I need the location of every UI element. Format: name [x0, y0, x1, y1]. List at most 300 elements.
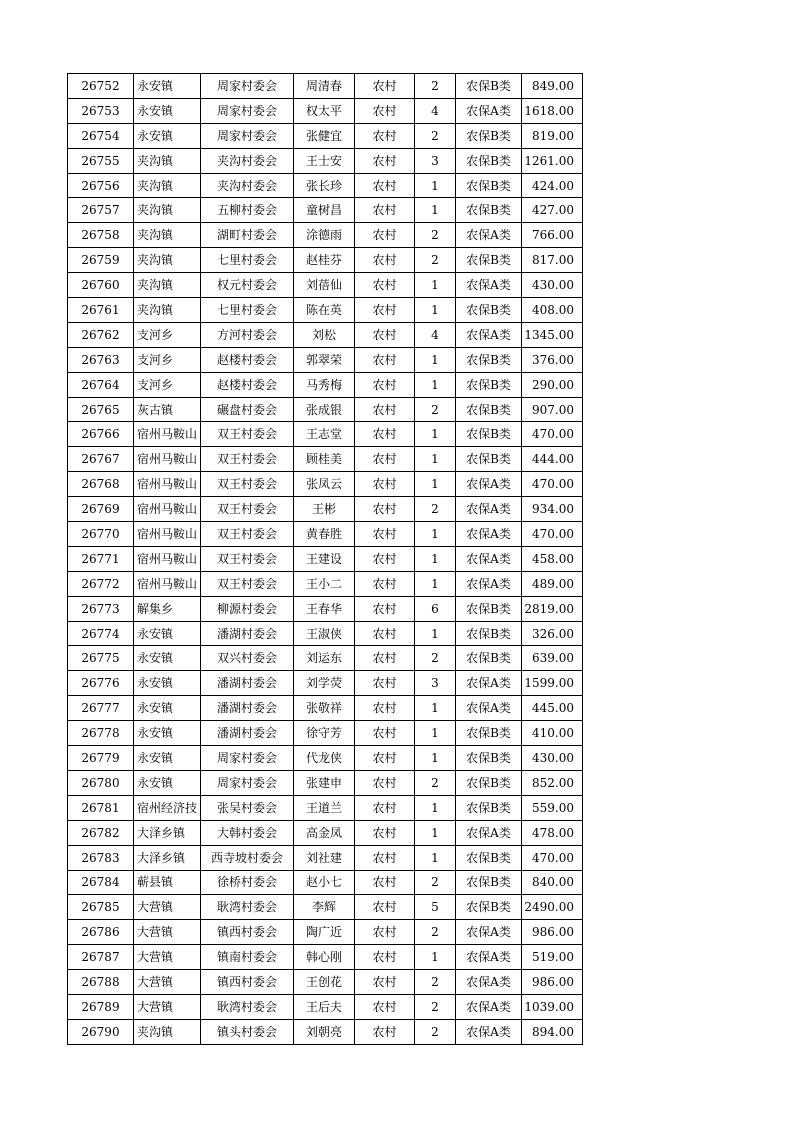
member-count-cell: 1 — [415, 372, 456, 397]
household-type-cell: 农村 — [355, 298, 415, 323]
village-committee-cell: 双王村委会 — [201, 546, 294, 571]
member-count-cell: 2 — [415, 397, 456, 422]
village-committee-cell: 周家村委会 — [201, 770, 294, 795]
person-name-cell: 王建设 — [294, 546, 355, 571]
record-id-cell: 26763 — [68, 347, 134, 372]
person-name-cell: 韩心刚 — [294, 945, 355, 970]
person-name-cell: 张建申 — [294, 770, 355, 795]
record-id-cell: 26759 — [68, 248, 134, 273]
member-count-cell: 2 — [415, 770, 456, 795]
record-id-cell: 26784 — [68, 870, 134, 895]
record-id-cell: 26779 — [68, 746, 134, 771]
table-row — [68, 248, 583, 273]
person-name-cell: 陈在英 — [294, 298, 355, 323]
town-cell: 解集乡 — [134, 596, 201, 621]
member-count-cell: 2 — [415, 870, 456, 895]
person-name-cell: 王春华 — [294, 596, 355, 621]
amount-cell: 2819.00 — [522, 596, 583, 621]
record-id-cell: 26762 — [68, 322, 134, 347]
record-id-cell: 26785 — [68, 895, 134, 920]
person-name-cell: 顾桂美 — [294, 447, 355, 472]
amount-cell: 819.00 — [522, 123, 583, 148]
town-cell: 支河乡 — [134, 372, 201, 397]
village-committee-cell: 双王村委会 — [201, 472, 294, 497]
insurance-category-cell: 农保B类 — [456, 621, 522, 646]
household-type-cell: 农村 — [355, 795, 415, 820]
member-count-cell: 1 — [415, 945, 456, 970]
village-committee-cell: 徐桥村委会 — [201, 870, 294, 895]
household-type-cell: 农村 — [355, 98, 415, 123]
person-name-cell: 刘蓓仙 — [294, 273, 355, 298]
table-row — [68, 148, 583, 173]
insurance-category-cell: 农保A类 — [456, 671, 522, 696]
record-id-cell: 26771 — [68, 546, 134, 571]
table-row — [68, 522, 583, 547]
household-type-cell: 农村 — [355, 273, 415, 298]
member-count-cell: 1 — [415, 198, 456, 223]
member-count-cell: 1 — [415, 173, 456, 198]
record-id-cell: 26756 — [68, 173, 134, 198]
town-cell: 夹沟镇 — [134, 1019, 201, 1044]
table-row — [68, 298, 583, 323]
record-id-cell: 26761 — [68, 298, 134, 323]
amount-cell: 840.00 — [522, 870, 583, 895]
person-name-cell: 张长珍 — [294, 173, 355, 198]
table-row — [68, 372, 583, 397]
amount-cell: 1261.00 — [522, 148, 583, 173]
table-row — [68, 322, 583, 347]
person-name-cell: 王小二 — [294, 571, 355, 596]
village-committee-cell: 方河村委会 — [201, 322, 294, 347]
village-committee-cell: 镇头村委会 — [201, 1019, 294, 1044]
town-cell: 大营镇 — [134, 895, 201, 920]
record-id-cell: 26753 — [68, 98, 134, 123]
record-id-cell: 26776 — [68, 671, 134, 696]
table-row — [68, 422, 583, 447]
record-id-cell: 26754 — [68, 123, 134, 148]
person-name-cell: 王创花 — [294, 970, 355, 995]
household-type-cell: 农村 — [355, 721, 415, 746]
household-type-cell: 农村 — [355, 596, 415, 621]
village-committee-cell: 双王村委会 — [201, 522, 294, 547]
table-row — [68, 74, 583, 99]
table-row — [68, 198, 583, 223]
village-committee-cell: 七里村委会 — [201, 248, 294, 273]
village-committee-cell: 双王村委会 — [201, 447, 294, 472]
village-committee-cell: 镇西村委会 — [201, 920, 294, 945]
insurance-category-cell: 农保A类 — [456, 571, 522, 596]
amount-cell: 852.00 — [522, 770, 583, 795]
amount-cell: 817.00 — [522, 248, 583, 273]
record-id-cell: 26775 — [68, 646, 134, 671]
village-committee-cell: 七里村委会 — [201, 298, 294, 323]
table-row — [68, 870, 583, 895]
data-table — [67, 73, 583, 1045]
member-count-cell: 2 — [415, 123, 456, 148]
table-row — [68, 447, 583, 472]
amount-cell: 470.00 — [522, 522, 583, 547]
town-cell: 夹沟镇 — [134, 148, 201, 173]
member-count-cell: 1 — [415, 820, 456, 845]
insurance-category-cell: 农保B类 — [456, 347, 522, 372]
household-type-cell: 农村 — [355, 173, 415, 198]
household-type-cell: 农村 — [355, 148, 415, 173]
person-name-cell: 王士安 — [294, 148, 355, 173]
town-cell: 大泽乡镇 — [134, 845, 201, 870]
town-cell: 夹沟镇 — [134, 173, 201, 198]
amount-cell: 430.00 — [522, 746, 583, 771]
person-name-cell: 张敬祥 — [294, 696, 355, 721]
town-cell: 永安镇 — [134, 646, 201, 671]
member-count-cell: 3 — [415, 148, 456, 173]
village-committee-cell: 潘湖村委会 — [201, 621, 294, 646]
town-cell: 夹沟镇 — [134, 198, 201, 223]
household-type-cell: 农村 — [355, 123, 415, 148]
town-cell: 支河乡 — [134, 347, 201, 372]
member-count-cell: 2 — [415, 223, 456, 248]
member-count-cell: 6 — [415, 596, 456, 621]
household-type-cell: 农村 — [355, 397, 415, 422]
amount-cell: 849.00 — [522, 74, 583, 99]
household-type-cell: 农村 — [355, 571, 415, 596]
table-row — [68, 696, 583, 721]
person-name-cell: 徐守芳 — [294, 721, 355, 746]
amount-cell: 445.00 — [522, 696, 583, 721]
amount-cell: 519.00 — [522, 945, 583, 970]
table-row — [68, 820, 583, 845]
person-name-cell: 童树昌 — [294, 198, 355, 223]
household-type-cell: 农村 — [355, 546, 415, 571]
insurance-category-cell: 农保A类 — [456, 497, 522, 522]
household-type-cell: 农村 — [355, 497, 415, 522]
insurance-category-cell: 农保B类 — [456, 746, 522, 771]
village-committee-cell: 赵楼村委会 — [201, 347, 294, 372]
household-type-cell: 农村 — [355, 372, 415, 397]
record-id-cell: 26777 — [68, 696, 134, 721]
person-name-cell: 刘朝亮 — [294, 1019, 355, 1044]
member-count-cell: 1 — [415, 795, 456, 820]
table-row — [68, 671, 583, 696]
town-cell: 宿州马鞍山 — [134, 546, 201, 571]
member-count-cell: 1 — [415, 522, 456, 547]
table-row — [68, 472, 583, 497]
household-type-cell: 农村 — [355, 845, 415, 870]
household-type-cell: 农村 — [355, 422, 415, 447]
record-id-cell: 26764 — [68, 372, 134, 397]
insurance-category-cell: 农保A类 — [456, 970, 522, 995]
town-cell: 永安镇 — [134, 74, 201, 99]
household-type-cell: 农村 — [355, 472, 415, 497]
amount-cell: 470.00 — [522, 422, 583, 447]
record-id-cell: 26788 — [68, 970, 134, 995]
town-cell: 夹沟镇 — [134, 273, 201, 298]
amount-cell: 766.00 — [522, 223, 583, 248]
town-cell: 夹沟镇 — [134, 223, 201, 248]
table-row — [68, 920, 583, 945]
town-cell: 宿州马鞍山 — [134, 472, 201, 497]
table-row — [68, 895, 583, 920]
insurance-category-cell: 农保B类 — [456, 795, 522, 820]
amount-cell: 894.00 — [522, 1019, 583, 1044]
person-name-cell: 王志堂 — [294, 422, 355, 447]
town-cell: 支河乡 — [134, 322, 201, 347]
town-cell: 大营镇 — [134, 920, 201, 945]
member-count-cell: 1 — [415, 721, 456, 746]
village-committee-cell: 双王村委会 — [201, 571, 294, 596]
insurance-category-cell: 农保A类 — [456, 546, 522, 571]
town-cell: 永安镇 — [134, 123, 201, 148]
record-id-cell: 26773 — [68, 596, 134, 621]
village-committee-cell: 赵楼村委会 — [201, 372, 294, 397]
record-id-cell: 26782 — [68, 820, 134, 845]
record-id-cell: 26781 — [68, 795, 134, 820]
insurance-category-cell: 农保B类 — [456, 895, 522, 920]
amount-cell: 986.00 — [522, 970, 583, 995]
person-name-cell: 张凤云 — [294, 472, 355, 497]
household-type-cell: 农村 — [355, 945, 415, 970]
member-count-cell: 2 — [415, 970, 456, 995]
household-type-cell: 农村 — [355, 347, 415, 372]
person-name-cell: 马秀梅 — [294, 372, 355, 397]
village-committee-cell: 西寺坡村委会 — [201, 845, 294, 870]
village-committee-cell: 周家村委会 — [201, 74, 294, 99]
person-name-cell: 王后夫 — [294, 994, 355, 1019]
record-id-cell: 26770 — [68, 522, 134, 547]
amount-cell: 1039.00 — [522, 994, 583, 1019]
table-row — [68, 770, 583, 795]
town-cell: 宿州马鞍山 — [134, 571, 201, 596]
household-type-cell: 农村 — [355, 820, 415, 845]
record-id-cell: 26789 — [68, 994, 134, 1019]
member-count-cell: 5 — [415, 895, 456, 920]
household-type-cell: 农村 — [355, 870, 415, 895]
member-count-cell: 2 — [415, 74, 456, 99]
insurance-category-cell: 农保A类 — [456, 223, 522, 248]
table-body — [68, 74, 583, 1045]
member-count-cell: 2 — [415, 497, 456, 522]
insurance-category-cell: 农保A类 — [456, 522, 522, 547]
member-count-cell: 1 — [415, 347, 456, 372]
record-id-cell: 26772 — [68, 571, 134, 596]
insurance-category-cell: 农保B类 — [456, 74, 522, 99]
town-cell: 永安镇 — [134, 721, 201, 746]
insurance-category-cell: 农保B类 — [456, 298, 522, 323]
table-row — [68, 746, 583, 771]
town-cell: 宿州马鞍山 — [134, 422, 201, 447]
table-row — [68, 845, 583, 870]
member-count-cell: 1 — [415, 696, 456, 721]
person-name-cell: 张成银 — [294, 397, 355, 422]
amount-cell: 376.00 — [522, 347, 583, 372]
table-row — [68, 273, 583, 298]
insurance-category-cell: 农保A类 — [456, 696, 522, 721]
person-name-cell: 赵桂芬 — [294, 248, 355, 273]
amount-cell: 444.00 — [522, 447, 583, 472]
record-id-cell: 26755 — [68, 148, 134, 173]
record-id-cell: 26790 — [68, 1019, 134, 1044]
record-id-cell: 26774 — [68, 621, 134, 646]
table-row — [68, 646, 583, 671]
household-type-cell: 农村 — [355, 970, 415, 995]
household-type-cell: 农村 — [355, 994, 415, 1019]
household-type-cell: 农村 — [355, 646, 415, 671]
town-cell: 蕲县镇 — [134, 870, 201, 895]
amount-cell: 986.00 — [522, 920, 583, 945]
person-name-cell: 王淑侠 — [294, 621, 355, 646]
town-cell: 宿州经济技 — [134, 795, 201, 820]
person-name-cell: 郭翠荣 — [294, 347, 355, 372]
household-type-cell: 农村 — [355, 248, 415, 273]
record-id-cell: 26787 — [68, 945, 134, 970]
person-name-cell: 权太平 — [294, 98, 355, 123]
town-cell: 大营镇 — [134, 945, 201, 970]
town-cell: 永安镇 — [134, 696, 201, 721]
amount-cell: 427.00 — [522, 198, 583, 223]
person-name-cell: 陶广近 — [294, 920, 355, 945]
village-committee-cell: 夹沟村委会 — [201, 148, 294, 173]
insurance-category-cell: 农保B类 — [456, 198, 522, 223]
insurance-category-cell: 农保B类 — [456, 770, 522, 795]
amount-cell: 1345.00 — [522, 322, 583, 347]
table-row — [68, 571, 583, 596]
record-id-cell: 26783 — [68, 845, 134, 870]
amount-cell: 326.00 — [522, 621, 583, 646]
table-row — [68, 173, 583, 198]
person-name-cell: 涂德雨 — [294, 223, 355, 248]
person-name-cell: 刘松 — [294, 322, 355, 347]
town-cell: 夹沟镇 — [134, 248, 201, 273]
insurance-category-cell: 农保A类 — [456, 98, 522, 123]
person-name-cell: 黄春胜 — [294, 522, 355, 547]
table-row — [68, 596, 583, 621]
insurance-category-cell: 农保A类 — [456, 273, 522, 298]
village-committee-cell: 五柳村委会 — [201, 198, 294, 223]
table-row — [68, 945, 583, 970]
insurance-category-cell: 农保B类 — [456, 422, 522, 447]
village-committee-cell: 耿湾村委会 — [201, 895, 294, 920]
amount-cell: 639.00 — [522, 646, 583, 671]
insurance-category-cell: 农保A类 — [456, 322, 522, 347]
record-id-cell: 26768 — [68, 472, 134, 497]
person-name-cell: 周清春 — [294, 74, 355, 99]
amount-cell: 458.00 — [522, 546, 583, 571]
table-row — [68, 795, 583, 820]
member-count-cell: 1 — [415, 273, 456, 298]
member-count-cell: 4 — [415, 322, 456, 347]
insurance-category-cell: 农保B类 — [456, 845, 522, 870]
amount-cell: 1618.00 — [522, 98, 583, 123]
insurance-category-cell: 农保A类 — [456, 472, 522, 497]
insurance-category-cell: 农保B类 — [456, 596, 522, 621]
household-type-cell: 农村 — [355, 671, 415, 696]
household-type-cell: 农村 — [355, 770, 415, 795]
amount-cell: 408.00 — [522, 298, 583, 323]
amount-cell: 489.00 — [522, 571, 583, 596]
member-count-cell: 3 — [415, 671, 456, 696]
member-count-cell: 4 — [415, 98, 456, 123]
person-name-cell: 张健宜 — [294, 123, 355, 148]
village-committee-cell: 湖町村委会 — [201, 223, 294, 248]
amount-cell: 559.00 — [522, 795, 583, 820]
insurance-category-cell: 农保B类 — [456, 148, 522, 173]
insurance-category-cell: 农保B类 — [456, 123, 522, 148]
member-count-cell: 1 — [415, 621, 456, 646]
town-cell: 大营镇 — [134, 970, 201, 995]
member-count-cell: 2 — [415, 994, 456, 1019]
insurance-category-cell: 农保B类 — [456, 646, 522, 671]
town-cell: 夹沟镇 — [134, 298, 201, 323]
record-id-cell: 26786 — [68, 920, 134, 945]
town-cell: 永安镇 — [134, 98, 201, 123]
table-row — [68, 721, 583, 746]
person-name-cell: 代龙侠 — [294, 746, 355, 771]
table-row — [68, 497, 583, 522]
table-row — [68, 347, 583, 372]
member-count-cell: 1 — [415, 546, 456, 571]
household-type-cell: 农村 — [355, 696, 415, 721]
person-name-cell: 王彬 — [294, 497, 355, 522]
record-id-cell: 26758 — [68, 223, 134, 248]
village-committee-cell: 碾盘村委会 — [201, 397, 294, 422]
village-committee-cell: 双王村委会 — [201, 422, 294, 447]
household-type-cell: 农村 — [355, 621, 415, 646]
table-row — [68, 1019, 583, 1044]
amount-cell: 430.00 — [522, 273, 583, 298]
person-name-cell: 王道兰 — [294, 795, 355, 820]
insurance-category-cell: 农保B类 — [456, 447, 522, 472]
insurance-category-cell: 农保B类 — [456, 721, 522, 746]
member-count-cell: 1 — [415, 298, 456, 323]
record-id-cell: 26778 — [68, 721, 134, 746]
insurance-category-cell: 农保A类 — [456, 945, 522, 970]
village-committee-cell: 潘湖村委会 — [201, 721, 294, 746]
member-count-cell: 1 — [415, 746, 456, 771]
person-name-cell: 刘运东 — [294, 646, 355, 671]
record-id-cell: 26766 — [68, 422, 134, 447]
table-row — [68, 970, 583, 995]
household-type-cell: 农村 — [355, 1019, 415, 1044]
household-type-cell: 农村 — [355, 223, 415, 248]
town-cell: 永安镇 — [134, 746, 201, 771]
person-name-cell: 李辉 — [294, 895, 355, 920]
person-name-cell: 赵小七 — [294, 870, 355, 895]
village-committee-cell: 镇西村委会 — [201, 970, 294, 995]
household-type-cell: 农村 — [355, 74, 415, 99]
household-type-cell: 农村 — [355, 198, 415, 223]
member-count-cell: 2 — [415, 646, 456, 671]
village-committee-cell: 耿湾村委会 — [201, 994, 294, 1019]
amount-cell: 410.00 — [522, 721, 583, 746]
household-type-cell: 农村 — [355, 895, 415, 920]
household-type-cell: 农村 — [355, 447, 415, 472]
insurance-category-cell: 农保B类 — [456, 173, 522, 198]
table-row — [68, 397, 583, 422]
record-id-cell: 26765 — [68, 397, 134, 422]
table-row — [68, 98, 583, 123]
town-cell: 宿州马鞍山 — [134, 447, 201, 472]
record-id-cell: 26767 — [68, 447, 134, 472]
insurance-category-cell: 农保A类 — [456, 920, 522, 945]
member-count-cell: 1 — [415, 447, 456, 472]
amount-cell: 2490.00 — [522, 895, 583, 920]
village-committee-cell: 夹沟村委会 — [201, 173, 294, 198]
amount-cell: 290.00 — [522, 372, 583, 397]
amount-cell: 907.00 — [522, 397, 583, 422]
village-committee-cell: 柳源村委会 — [201, 596, 294, 621]
table-row — [68, 621, 583, 646]
member-count-cell: 1 — [415, 571, 456, 596]
amount-cell: 470.00 — [522, 845, 583, 870]
